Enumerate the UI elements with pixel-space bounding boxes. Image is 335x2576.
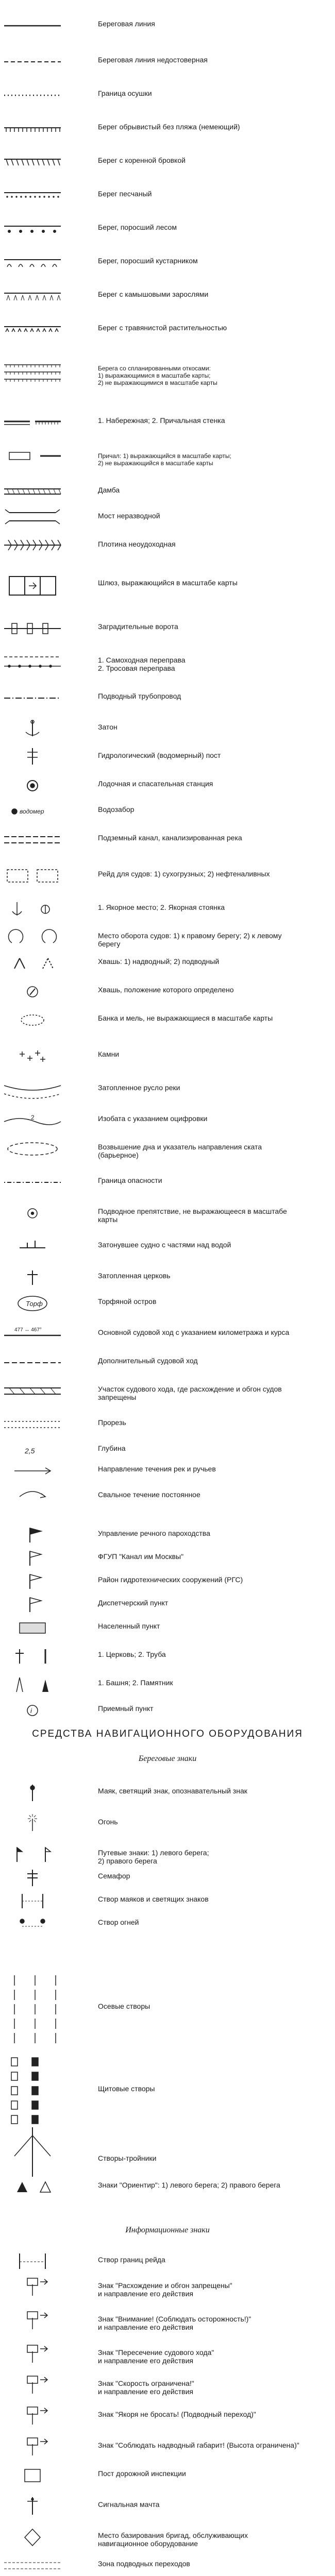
- info3-icon: [4, 2311, 65, 2333]
- rows-label: Берег с камышовыми зарослями: [98, 290, 209, 298]
- svg-text:477 ↔ 467°: 477 ↔ 467°: [14, 1327, 42, 1333]
- nav_rows-label: Место базирования бригад, обслуживающих навигационное оборудование: [98, 2531, 248, 2548]
- weir-icon: [4, 536, 65, 558]
- nav_rows-label: Знак "Внимание! (Соблюдать осторожность!)" и направление его действия: [98, 2315, 252, 2331]
- flag2-icon: [4, 1548, 65, 1571]
- rows-label: Возвышение дна и указатель направления ската (барьерное): [98, 1143, 262, 1159]
- nav_rows-label: Сигнальная мачта: [98, 2500, 160, 2509]
- info2-icon: [4, 2277, 65, 2300]
- dots-icon: [4, 185, 65, 208]
- rows-label: 1. Якорное место; 2. Якорная стоянка: [98, 903, 225, 911]
- info5-icon: [4, 2375, 65, 2398]
- rows-label: Берег с травянистой растительностью: [98, 324, 227, 332]
- nav_rows-label: Пост дорожной инспекции: [98, 2469, 186, 2478]
- trees-icon: [4, 219, 65, 242]
- narrow-icon: [4, 1381, 65, 1403]
- obstacle-icon: [4, 1203, 65, 1226]
- church2-icon: [4, 1646, 65, 1669]
- rows-label: Банка и мель, не выражающиеся в масштабе карты: [98, 1014, 273, 1022]
- nav_rows-label: Створ границ рейда: [98, 2256, 165, 2264]
- rows-label: 1. Церковь; 2. Труба: [98, 1650, 166, 1658]
- current-icon: [4, 1461, 65, 1483]
- wreck-icon: [4, 1236, 65, 1259]
- nav_rows-label: Знак "Скорость ограничена!" и направление его действия: [98, 2379, 194, 2396]
- swirl-icon: [4, 1486, 65, 1509]
- channel-icon: [4, 1324, 65, 1347]
- shrub-icon: [4, 252, 65, 275]
- gate-icon: [4, 618, 65, 641]
- rows-label: Подземный канал, канализированная река: [98, 834, 242, 842]
- rows-label: Дополнительный судовой ход: [98, 1357, 198, 1365]
- rows-label: Берег, поросший кустарником: [98, 257, 198, 265]
- info1-icon: [4, 2251, 65, 2274]
- reeds-icon: [4, 286, 65, 309]
- slope-icon: [4, 361, 65, 383]
- rows-label: Мост неразводной: [98, 512, 160, 520]
- snag2-icon: [4, 981, 65, 1004]
- rows-label: Участок судового хода, где расхождение и обгон судов запрещены: [98, 1385, 282, 1401]
- rows-label: Затонувшее судно с частями над водой: [98, 1241, 231, 1249]
- subsection-title: Береговые знаки: [138, 1754, 197, 1763]
- line-dashed-icon: [4, 52, 65, 74]
- rows-label: Лодочная и спасательная станция: [98, 779, 213, 788]
- svg-text:Торф: Торф: [26, 1300, 43, 1308]
- lighthouse-icon: [4, 1783, 65, 1805]
- reception-icon: [4, 1700, 65, 1723]
- rows-label: Заградительные ворота: [98, 622, 178, 631]
- flag4-icon: [4, 1595, 65, 1617]
- nav_rows-label: Знаки "Ориентир": 1) левого берега; 2) правого берега: [98, 2181, 280, 2189]
- danger-icon: [4, 1172, 65, 1195]
- rows-label: Затопленная церковь: [98, 1272, 171, 1280]
- pier-icon: [4, 448, 65, 471]
- nav_rows-label: Огонь: [98, 1818, 118, 1826]
- rows-label: Берег, поросший лесом: [98, 223, 177, 231]
- zone1-icon: [4, 2555, 65, 2576]
- rows-label: Затон: [98, 723, 118, 731]
- rows-label: Изобата с указанием оцифровки: [98, 1114, 208, 1123]
- oldbed-icon: [4, 1079, 65, 1102]
- line-dotted-icon: [4, 85, 65, 108]
- rescue-icon: [4, 775, 65, 798]
- svg-text:i: i: [30, 1707, 32, 1715]
- rows-label: Причал: 1) выражающийся в масштабе карты; 2) не выражающийся в масштабе карты: [98, 452, 231, 467]
- pathsign-icon: [4, 1844, 65, 1867]
- axisrange-icon: [4, 1973, 65, 2040]
- canal-icon: [4, 829, 65, 852]
- gauge-icon: [4, 747, 65, 770]
- rows-label: Граница опасности: [98, 1176, 162, 1184]
- shieldrange-icon: [4, 2056, 65, 2123]
- nav_rows-label: Знак "Расхождение и обгон запрещены" и направление его действия: [98, 2281, 232, 2298]
- rows-label: Подводный трубопровод: [98, 692, 181, 700]
- anchorage-icon: [4, 899, 65, 922]
- rows-label: Глубина: [98, 1444, 126, 1452]
- rows-label: Приемный пункт: [98, 1704, 154, 1713]
- rows-label: Берег обрывистый без пляжа (немеющий): [98, 123, 240, 131]
- rows-label: Камни: [98, 1050, 120, 1058]
- rows-label: Берег с коренной бровкой: [98, 156, 186, 164]
- rows-label: 1. Самоходная переправа 2. Тросовая переправа: [98, 656, 186, 672]
- nav_rows-label: Семафор: [98, 1872, 130, 1880]
- bridge-icon: [4, 507, 65, 530]
- rows-label: Рейд для судов: 1) сухогрузных; 2) нефтеналивных: [98, 870, 270, 878]
- light-icon: [4, 1814, 65, 1836]
- shoal-icon: [4, 1010, 65, 1032]
- nav_rows-label: Знак "Пересечение судового хода" и направление его действия: [98, 2348, 214, 2365]
- svg-text:2,5: 2,5: [25, 1447, 35, 1455]
- line-solid-icon: [4, 15, 65, 38]
- nav_rows-label: Створы-тройники: [98, 2154, 157, 2162]
- church-icon: [4, 1267, 65, 1290]
- cliff2-icon: [4, 152, 65, 175]
- rows-label: Берег песчаный: [98, 190, 152, 198]
- flag1-icon: [4, 1525, 65, 1548]
- nav_rows-label: Зона подводных переходов: [98, 2560, 190, 2568]
- anchor-icon: [4, 719, 65, 741]
- nav_rows-label: Маяк, светящий знак, опознавательный знак: [98, 1787, 247, 1795]
- quay-icon: [4, 412, 65, 435]
- info4-icon: [4, 2344, 65, 2367]
- cut-icon: [4, 1414, 65, 1437]
- range2-icon: [4, 1914, 65, 1937]
- pipe-icon: [4, 688, 65, 710]
- rows-label: Берега со спланированными откосами: 1) выражающимися в масштабе карты; 2) не выражающимися в масштабе карты: [98, 365, 217, 386]
- rows-label: Населенный пункт: [98, 1622, 160, 1630]
- grass-icon: [4, 319, 65, 342]
- rows-label: Граница осушки: [98, 89, 152, 97]
- peat-icon: [4, 1293, 65, 1316]
- rows-label: Торфяной остров: [98, 1297, 157, 1306]
- roads-icon: [4, 866, 65, 888]
- nav_rows-label: Путевые знаки: 1) левого берега; 2) правого берега: [98, 1849, 209, 1865]
- rows-label: Затопленное русло реки: [98, 1083, 180, 1092]
- rocks-icon: [4, 1046, 65, 1069]
- tower-icon: [4, 1674, 65, 1697]
- rows-label: Диспетчерский пункт: [98, 1599, 169, 1607]
- rows-label: Дамба: [98, 486, 120, 494]
- semaphore-icon: [4, 1868, 65, 1890]
- rows-label: Хвашь: 1) надводный; 2) подводный: [98, 957, 220, 965]
- rows-label: Район гидротехнических сооружений (РГС): [98, 1575, 243, 1584]
- section-title: СРЕДСТВА НАВИГАЦИОННОГО ОБОРУДОВАНИЯ: [32, 1728, 303, 1739]
- dam-icon: [4, 482, 65, 504]
- rows-label: Береговая линия недостоверная: [98, 56, 208, 64]
- rows-label: ФГУП "Канал им Москвы": [98, 1552, 184, 1561]
- lock-icon: [4, 574, 65, 597]
- channel2-icon: [4, 1352, 65, 1375]
- ferry-icon: [4, 652, 65, 674]
- rows-label: Прорезь: [98, 1418, 126, 1427]
- rows-label: Свальное течение постоянное: [98, 1490, 200, 1499]
- base-icon: [4, 2527, 65, 2550]
- turn-icon: [4, 927, 65, 950]
- intake-icon: [4, 801, 65, 824]
- rows-label: Управление речного пароходства: [98, 1529, 210, 1537]
- info7-icon: [4, 2437, 65, 2460]
- cliff-icon: [4, 118, 65, 141]
- svg-text:2: 2: [31, 1114, 35, 1121]
- rows-label: Направление течения рек и ручьев: [98, 1465, 216, 1473]
- landmark-icon: [4, 2177, 65, 2199]
- svg-text:водомер: водомер: [20, 808, 44, 815]
- rows-label: Плотина неоудоходная: [98, 540, 176, 548]
- rows-label: Шлюз, выражающийся в масштабе карты: [98, 579, 238, 587]
- flag3-icon: [4, 1571, 65, 1594]
- rows-label: Водозабор: [98, 805, 135, 814]
- rows-label: Место оборота судов: 1) к правому берегу; 2) к левому берегу: [98, 931, 282, 948]
- rows-label: Гидрологический (водомерный) пост: [98, 751, 221, 759]
- nav_rows-label: Знак "Якоря не бросать! (Подводный переход)": [98, 2410, 256, 2418]
- snag-icon: [4, 953, 65, 976]
- rows-label: 1. Набережная; 2. Причальная стенка: [98, 416, 225, 425]
- rows-label: Подводное препятствие, не выражающееся в масштабе карты: [98, 1207, 287, 1224]
- range1-icon: [4, 1891, 65, 1913]
- post-icon: [4, 2465, 65, 2488]
- depth-icon: [4, 1440, 65, 1463]
- nav_rows-label: Щитовые створы: [98, 2084, 155, 2093]
- rise-icon: [4, 1139, 65, 1161]
- info6-icon: [4, 2406, 65, 2429]
- town-icon: [4, 1618, 65, 1640]
- rows-label: Хвашь, положение которого определено: [98, 986, 234, 994]
- nav_rows-label: Осевые створы: [98, 2002, 150, 2010]
- nav_rows-label: Знак "Соблюдать надводный габарит! (Высота ограничена)": [98, 2441, 299, 2449]
- rows-label: Береговая линия: [98, 20, 155, 28]
- isobath-icon: [4, 1110, 65, 1133]
- nav_rows-label: Створ маяков и светящих знаков: [98, 1895, 209, 1903]
- mast-icon: [4, 2496, 65, 2519]
- subsection-title: Информационные знаки: [125, 2226, 210, 2234]
- nav_rows-label: Створ огней: [98, 1918, 139, 1926]
- rows-label: 1. Башня; 2. Памятник: [98, 1679, 173, 1687]
- rows-label: Основной судовой ход с указанием километража и курса: [98, 1328, 290, 1336]
